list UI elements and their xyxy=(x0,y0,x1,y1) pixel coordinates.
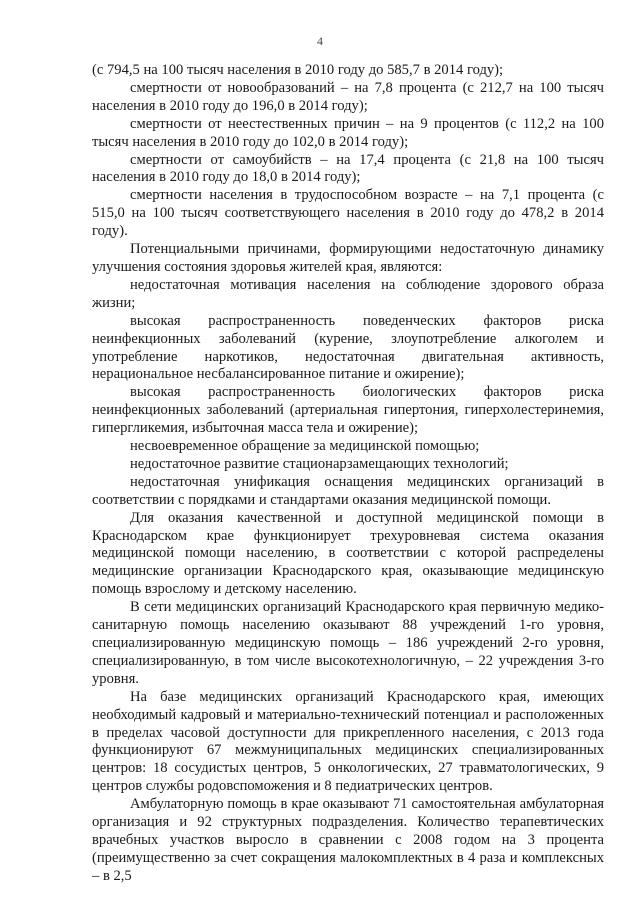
paragraph: Для оказания качественной и доступной медицинской помощи в Краснодарском крае функционирует трехуровневая система оказания медицинской помощи населению, в соответствии с которой распределены медицинские организации Краснодарского края, оказывающие медицинскую помощь взрослому и детскому населению. xyxy=(92,509,604,598)
paragraph: В сети медицинских организаций Краснодарского края первичную медико-санитарную помощь населению оказывают 88 учреждений 1-го уровня, специализированную медицинскую помощь – 186 учреждений 2-го уровня, специализированную, в том числе высокотехнологичную, – 22 учреждения 3-го уровня. xyxy=(92,599,604,687)
page-number: 4 xyxy=(317,34,323,48)
paragraph: недостаточная унификация оснащения медицинских организаций в соответствии с порядками и стандартами оказания медицинской помощи. xyxy=(92,473,604,508)
paragraph: смертности от самоубийств – на 17,4 процента (с 21,8 на 100 тысяч населения в 2010 году до 18,0 в 2014 году); xyxy=(92,151,604,186)
paragraph: высокая распространенность поведенческих факторов риска неинфекционных заболеваний (курение, злоупотребление алкоголем и употребление наркотиков, недостаточная двигательная активность, нерациональное несбалансированное питание и ожирение); xyxy=(92,312,604,383)
paragraph: смертности от неестественных причин – на 9 процентов (с 112,2 на 100 тысяч населения в 2010 году до 102,0 в 2014 году); xyxy=(92,115,604,150)
document-body xyxy=(92,62,604,886)
paragraph: смертности от новообразований – на 7,8 процента (с 212,7 на 100 тысяч населения в 2010 году до 196,0 в 2014 году); xyxy=(92,79,604,114)
paragraph: Потенциальными причинами, формирующими недостаточную динамику улучшения состояния здоровья жителей края, являются: xyxy=(92,241,604,275)
paragraph: смертности населения в трудоспособном возрасте – на 7,1 процента (с 515,0 на 100 тысяч соответствующего населения в 2010 году до 478,2 в 2014 году). xyxy=(92,187,604,240)
paragraph: (с 794,5 на 100 тысяч населения в 2010 году до 585,7 в 2014 году); xyxy=(92,62,504,78)
paragraph: На базе медицинских организаций Краснодарского края, имеющих необходимый кадровый и материально-технический потенциал и расположенных в пределах часовой доступности для прикрепленного населения, с 2013 года функционируют 67 межмуниципальных медицинских специализированных центров: 18 сосудистых центров, 5 онкологических, 27 травматологических, 9 центров службы родовспоможения и 8 педиатрических центров. xyxy=(92,688,604,795)
paragraph: высокая распространенность биологических факторов риска неинфекционных заболеваний (артериальная гипертония, гиперхолестеринемия, гипергликемия, избыточная масса тела и ожирение); xyxy=(92,384,604,437)
paragraph: недостаточное развитие стационарзамещающих технологий; xyxy=(130,455,509,472)
paragraph: несвоевременное обращение за медицинской помощью; xyxy=(130,438,480,455)
paragraph: недостаточная мотивация населения на соблюдение здорового образа жизни; xyxy=(92,276,604,311)
paragraph: Амбулаторную помощь в крае оказывают 71 самостоятельная амбулаторная организация и 92 структурных подразделения. Количество терапевтических врачебных участков выросло в сравнении с 2008 годом на 3 процента (преимущественно за счет сокращения малокомплектных в 4 раза и комплексных – в 2,5 xyxy=(92,796,604,884)
